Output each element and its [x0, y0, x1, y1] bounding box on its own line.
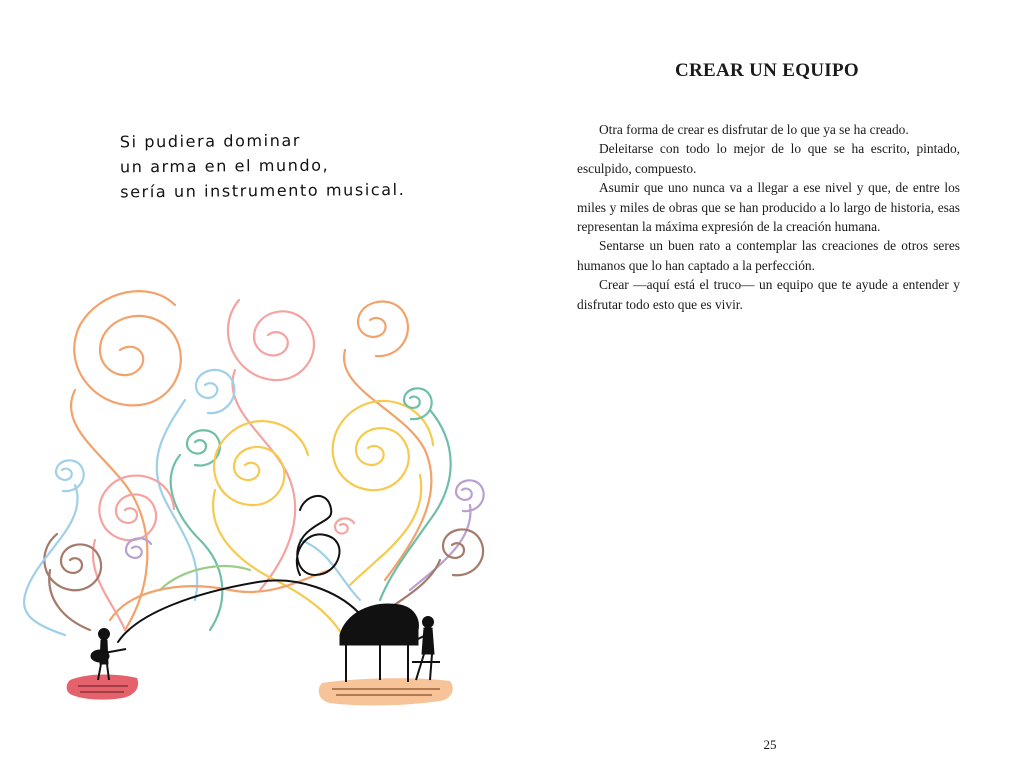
- handwritten-line: sería un instrumento musical.: [120, 179, 406, 202]
- paragraph: Asumir que uno nunca va a llegar a ese nivel y que, de entre los miles y miles de obras que se han producido a lo largo de historia, esas representan la máxima expresión de la creación humana.: [577, 180, 960, 235]
- swirl-brown-left-tail: [49, 570, 90, 630]
- guitarist-island: [67, 675, 139, 700]
- page-number: 25: [763, 737, 777, 752]
- swirl-orange-left: [74, 291, 181, 405]
- right-page: [512, 0, 1024, 779]
- swirl-blue-mid: [196, 370, 234, 413]
- piano-figure: [340, 604, 418, 682]
- chapter-title: CREAR UN EQUIPO: [675, 60, 859, 81]
- swirl-green-mid-tail: [171, 455, 223, 630]
- guitarist-figure: [91, 629, 126, 681]
- paragraph: Crear —aquí está el truco— un equipo que te ayude a entender y disfrutar todo esto que es vivir.: [577, 277, 960, 312]
- swirl-lavender-right-tail: [410, 505, 470, 590]
- swirl-pink-small: [335, 518, 354, 533]
- swirl-yellow-right-tail: [350, 475, 421, 585]
- pianist-island: [319, 678, 453, 705]
- body-text: [577, 120, 960, 314]
- swirl-orange-right: [358, 301, 408, 356]
- swirl-orange-right-tail: [344, 350, 431, 580]
- handwritten-line: un arma en el mundo,: [119, 155, 330, 177]
- swirl-blue-mid-tail: [157, 400, 198, 600]
- swirl-blue-left: [56, 460, 84, 491]
- handwritten-quote: [120, 127, 441, 205]
- swirl-pink-top-tail: [232, 370, 295, 590]
- music-swirls-illustration: [0, 290, 512, 720]
- swirl-yellow-right: [333, 401, 433, 490]
- paragraph: Otra forma de crear es disfrutar de lo que ya se ha creado.: [599, 122, 909, 137]
- music-line: [118, 496, 358, 642]
- paragraph: Sentarse un buen rato a contemplar las creaciones de otros seres humanos que lo han captado a la perfección.: [577, 238, 960, 273]
- swirl-pink-left: [99, 476, 174, 541]
- swirl-pink-top: [228, 300, 314, 380]
- handwritten-line: Si pudiera dominar: [119, 130, 302, 152]
- paragraph: Deleitarse con todo lo mejor de lo que se ha escrito, pintado, esculpido, compuesto.: [577, 141, 960, 176]
